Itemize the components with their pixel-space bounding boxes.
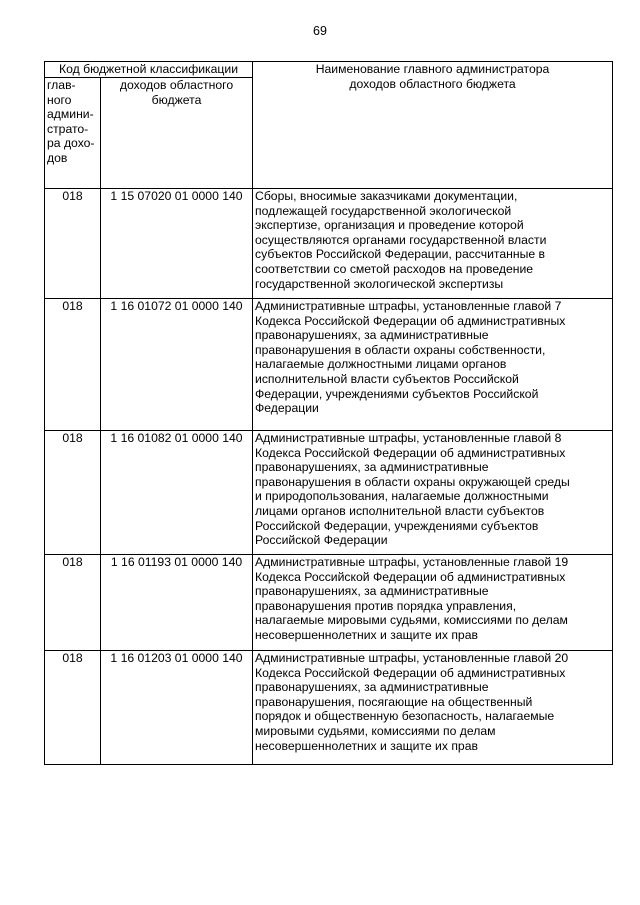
admin-code-cell: 018 (45, 431, 101, 555)
revenue-code-cell: 1 16 01193 01 0000 140 (101, 555, 253, 651)
revenue-code-cell: 1 16 01082 01 0000 140 (101, 431, 253, 555)
admin-code-cell: 018 (45, 555, 101, 651)
table-row (45, 189, 613, 299)
table-row (45, 299, 613, 431)
revenue-name-cell: Административные штрафы, установленные главой 19 Кодекса Российской Федерации об административных правонарушениях, за административные правонарушения против порядка управления, налагаемые мировыми судьями, комиссиями по делам несовершеннолетних и защите их прав (253, 555, 613, 651)
admin-code-cell: 018 (45, 189, 101, 299)
header-chief-administrator: глав- ного админи- страто- ра дохо- дов (45, 78, 101, 189)
revenue-name-cell: Административные штрафы, установленные главой 8 Кодекса Российской Федерации об административных правонарушениях, за административные правонарушения в области охраны окружающей среды и природопользования, налагаемые должностными лицами органов исполнительной власти субъектов Российской Федерации, учреждениями субъектов Российской Федерации (253, 431, 613, 555)
revenue-name-cell: Административные штрафы, установленные главой 20 Кодекса Российской Федерации об административных правонарушениях, за административные правонарушения, посягающие на общественный порядок и общественную безопасность, налагаемые мировыми судьями, комиссиями по делам несовершеннолетних и защите их прав (253, 651, 613, 765)
page-number: 69 (313, 24, 327, 38)
header-budget-classification-code: Код бюджетной классификации (45, 62, 253, 78)
table-row (45, 651, 613, 765)
revenue-name-cell: Административные штрафы, установленные главой 7 Кодекса Российской Федерации об административных правонарушениях, за административные правонарушения в области охраны собственности, налагаемые должностными лицами органов исполнительной власти субъектов Российской Федерации, учреждениями субъектов Российской Федерации (253, 299, 613, 431)
admin-code-cell: 018 (45, 651, 101, 765)
revenue-code-cell: 1 15 07020 01 0000 140 (101, 189, 253, 299)
header-administrator-name: Наименование главного администратора доходов областного бюджета (253, 62, 613, 189)
header-revenue-code: доходов областного бюджета (101, 78, 253, 189)
budget-classification-table (44, 61, 613, 765)
table-header-row-1 (45, 62, 613, 78)
admin-code-cell: 018 (45, 299, 101, 431)
revenue-name-cell: Сборы, вносимые заказчиками документации, подлежащей государственной экологической экспертизе, организация и проведение которой осуществляются органами государственной власти субъектов Российской Федерации, рассчитанные в соответствии со сметой расходов на проведение государственной экологической экспертизы (253, 189, 613, 299)
revenue-code-cell: 1 16 01072 01 0000 140 (101, 299, 253, 431)
table-row (45, 431, 613, 555)
table-row (45, 555, 613, 651)
revenue-code-cell: 1 16 01203 01 0000 140 (101, 651, 253, 765)
